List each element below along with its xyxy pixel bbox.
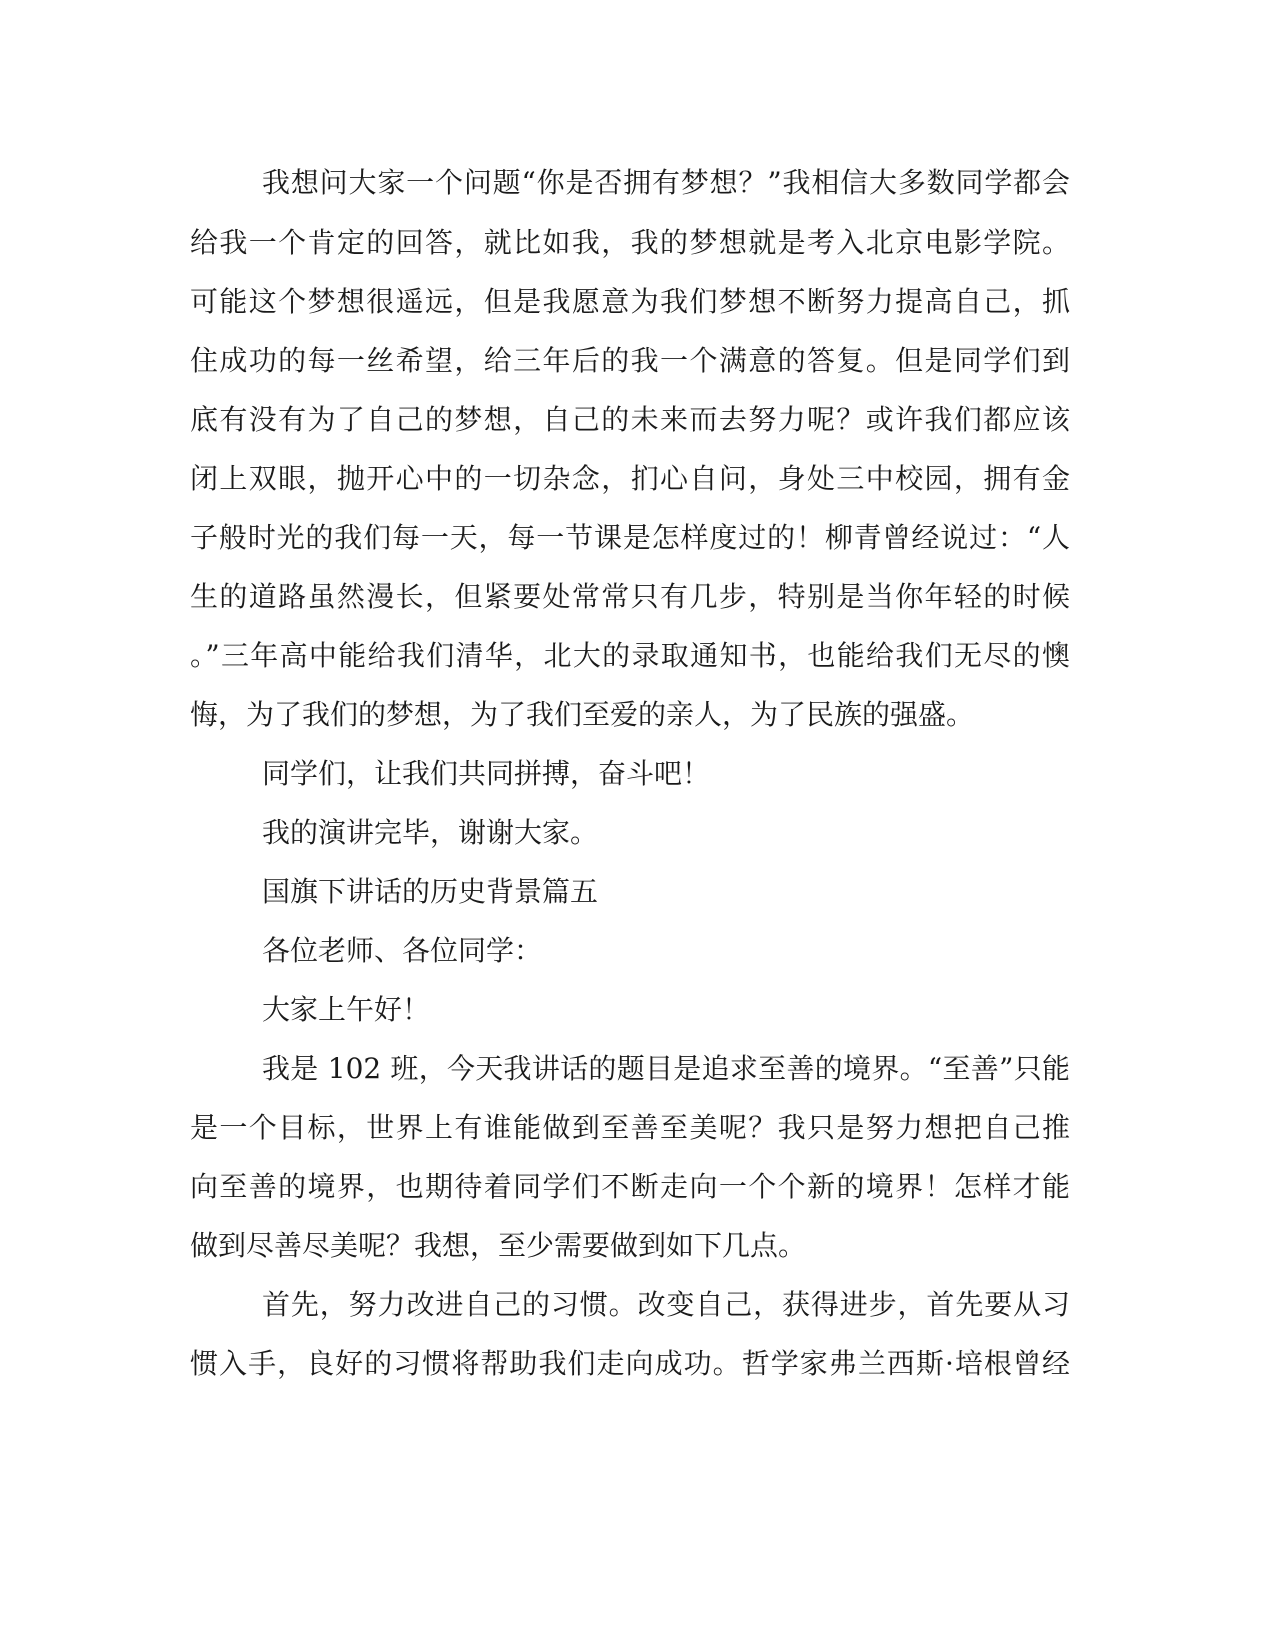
text-line: 惯入手，良好的习惯将帮助我们走向成功。哲学家弗兰西斯·培根曾经: [190, 1347, 1070, 1380]
text-line: 。”三年高中能给我们清华，北大的录取通知书，也能给我们无尽的懊: [190, 639, 1070, 672]
text-line: 向至善的境界，也期待着同学们不断走向一个个新的境界！怎样才能: [190, 1170, 1070, 1203]
text-line: 闭上双眼，抛开心中的一切杂念，扪心自问，身处三中校园，拥有金: [190, 462, 1070, 495]
text-line: 各位老师、各位同学：: [262, 934, 543, 967]
text-line: 底有没有为了自己的梦想，自己的未来而去努力呢？或许我们都应该: [190, 403, 1070, 436]
text-line: 子般时光的我们每一天，每一节课是怎样度过的！柳青曾经说过：“人: [190, 521, 1070, 554]
text-line: 悔，为了我们的梦想，为了我们至爱的亲人，为了民族的强盛。: [190, 698, 975, 731]
text-line: 首先，努力改进自己的习惯。改变自己，获得进步，首先要从习: [262, 1288, 1070, 1321]
text-line: 我想问大家一个问题“你是否拥有梦想？”我相信大多数同学都会: [262, 166, 1070, 199]
section-heading: 国旗下讲话的历史背景篇五: [262, 875, 599, 908]
text-line: 生的道路虽然漫长，但紧要处常常只有几步，特别是当你年轻的时候: [190, 580, 1070, 613]
text-line: 我的演讲完毕，谢谢大家。: [262, 816, 599, 849]
text-line: 同学们，让我们共同拼搏，奋斗吧！: [262, 757, 711, 790]
text-line: 做到尽善尽美呢？我想，至少需要做到如下几点。: [190, 1229, 807, 1262]
text-line: 是一个目标，世界上有谁能做到至善至美呢？我只是努力想把自己推: [190, 1111, 1070, 1144]
text-line: 住成功的每一丝希望，给三年后的我一个满意的答复。但是同学们到: [190, 344, 1070, 377]
text-line: 大家上午好！: [262, 993, 431, 1026]
text-line: 我是 102 班，今天我讲话的题目是追求至善的境界。“至善”只能: [262, 1052, 1070, 1085]
text-line: 可能这个梦想很遥远，但是我愿意为我们梦想不断努力提高自己，抓: [190, 285, 1070, 318]
text-line: 给我一个肯定的回答，就比如我，我的梦想就是考入北京电影学院。: [190, 226, 1070, 259]
